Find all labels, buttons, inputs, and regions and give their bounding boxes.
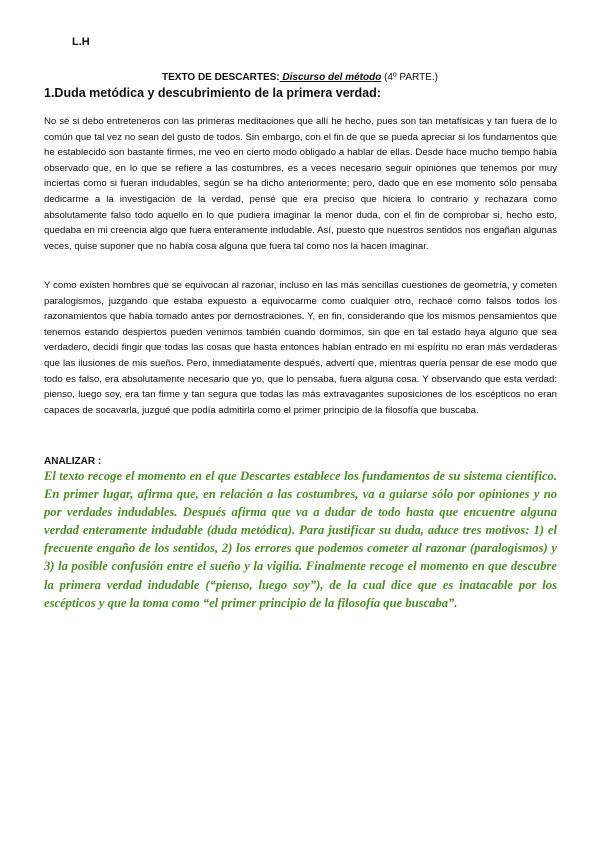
section-heading: 1.Duda metódica y descubrimiento de la primera verdad:: [44, 86, 381, 100]
text-paragraph-1: No sé si debo entreteneros con las primeras meditaciones que allí he hecho, pues son tan metafísicas y tan fuera de lo común que tal vez no sean del gusto de todos. Sin embargo, con el fin de que se pueda apreciar si los fundamentos que he establecido son bastante firmes, me veo en cierto modo obligado a hablar de ellas. Desde hace mucho tiempo había observado que, en lo que se refiere a las costumbres, es a veces necesario seguir opiniones que tenemos por muy inciertas como si fueran indudables, según se ha dicho anteriormente; pero, dado que en ese momento sólo pensaba dedicarme a la investigación de la verdad, pensé que era preciso que hiciera lo contrario y rechazara como absolutamente falso todo aquello en lo que pudiera imaginar la menor duda, con el fin de comprobar si, hecho esto, quedaba en mi creencia algo que fuera enteramente indudable. Así, puesto que nuestros sentidos nos engañan algunas veces, quise suponer que no había cosa alguna que fuera tal como nos la hacen imaginar.: [44, 116, 557, 252]
document-title: [0, 72, 600, 83]
title-suffix: (4º PARTE.): [381, 72, 438, 83]
author-initials: L.H: [72, 36, 90, 48]
title-work: Discurso del método: [279, 72, 382, 83]
text-paragraph-2: Y como existen hombres que se equivocan al razonar, incluso en las más sencillas cuestiones de geometría, y cometen paralogismos, juzgando que estaba expuesto a equivocarme como cualquier otro, rechacé como falsos todos los razonamientos que había tomado antes por demostraciones. Y, en fin, considerando que los mismos pensamientos que tenemos estando despiertos pueden venirnos también cuando dormimos, sin que en tal estado haya alguno que sea verdadero, decidí fingir que todas las cosas que hasta entonces habían entrado en mi espíritu no eran más verdaderas que las ilusiones de mis sueños. Pero, inmediatamente después, advertí que, mientras quería pensar de ese modo que todo es falso, era absolutamente necesario que yo, que lo pensaba, fuera alguna cosa. Y observando que esta verdad: pienso, luego soy, era tan firme y tan segura que todas las más extravagantes suposiciones de los escépticos no eran capaces de socavarla, juzgué que podía admitirla como el primer principio de la filosofía que buscaba.: [44, 280, 557, 416]
title-prefix: TEXTO DE DESCARTES:: [162, 72, 280, 83]
analysis-label: ANALIZAR :: [44, 456, 102, 467]
analysis-text: El texto recoge el momento en el que Descartes establece los fundamentos de su sistema científico. En primer lugar, afirma que, en relación a las costumbres, va a guiarse sólo por opiniones y no por verdades indudables. Después afirma que va a dudar de todo hasta que encuentre alguna verdad enteramente indudable (duda metódica). Para justificar su duda, aduce tres motivos: 1) el frecuente engaño de los sentidos, 2) los errores que podemos cometer al razonar (paralogismos) y 3) la posible confusión entre el sueño y la vigilia. Finalmente recoge el momento en que descubre la primera verdad indudable (“pienso, luego soy”), de la cual dice que es inatacable por los escépticos y que la toma como “el primer principio de la filosofía que buscaba”.: [44, 469, 557, 610]
